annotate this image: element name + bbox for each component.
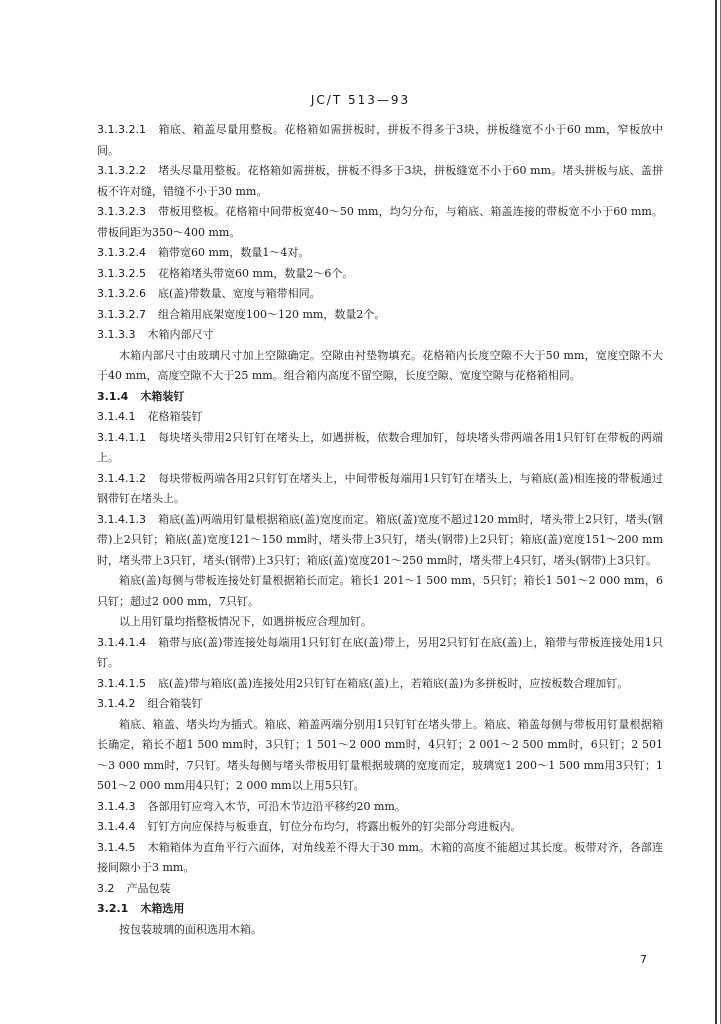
clause-text: 木箱装钉 [140,389,185,403]
clause-number: 3.1.4.4 [97,820,136,833]
clause-text: 木箱内部尺寸 [147,328,214,341]
document-paragraph [97,387,663,408]
clause-text: 组合箱用底架宽度100～120 mm，数量2个。 [157,307,386,321]
clause-number: 3.1.4.1.5 [97,676,146,690]
clause-text: 组合箱装钉 [147,697,203,710]
clause-number: 3.1.3.2.2 [97,164,146,177]
clause-text: 箱底(盖)两端用钉量根据箱底(盖)宽度而定。箱底(盖)宽度不超过120 mm时，堵头带上2只钉，堵头(钢带)上2只钉；箱底(盖)宽度121～150 mm时，堵头带上3只钉，堵头(钢带)上2只钉；箱底(盖)宽度151～200 mm时，堵头带上3只钉，堵头(钢带)上3只钉；箱底(盖)宽度201～250 mm时，堵头带上4只钉，堵头(钢带)上3只钉。 [97,512,663,567]
clause-number: 3.1.4.3 [97,799,136,813]
document-paragraph [97,879,663,900]
clause-text: 每块带板两端各用2只钉钉在堵头上，中间带板每端用1只钉钉在堵头上，与箱底(盖)相连接的带板通过钢带钉在堵头上。 [97,471,663,505]
clause-text: 箱底、箱盖尽量用整板。花格箱如需拼板时，拼板不得多于3块，拼板缝宽不小于60 mm，窄板放中间。 [97,123,663,157]
clause-text: 底(盖)带与箱底(盖)连接处用2只钉钉在箱底(盖)上，若箱底(盖)为多拼板时，应按板数合理加钉。 [157,676,629,690]
clause-number: 3.1.3.2.1 [97,123,146,136]
clause-number: 3.2 [97,881,115,895]
clause-number: 3.1.4.1.1 [97,430,146,444]
standard-code-header: JC/T 513—93 [310,93,411,107]
clause-number: 3.1.3.2.6 [97,287,146,300]
clause-number: 3.1.4.1.2 [97,471,146,485]
clause-text: 箱底、箱盖、堵头均为插式。箱底、箱盖两端分别用1只钉钉在堵头带上。箱底、箱盖每侧与带板用钉量根据箱长确定，箱长不超1 500 mm时，3只钉；1 501～2 000 mm时，4只钉；2 001～2 500 mm时，6只钉；2 501～3 000 mm时，7只钉。堵头每侧与堵头带板用钉量根据玻璃的宽度而定，玻璃宽1 200～1 500 mm用3只钉；1 501～2 000 mm用4只钉；2 000 mm以上用5只钉。 [97,717,663,792]
page-edge-line [715,0,717,1024]
document-paragraph [97,612,663,633]
document-paragraph [97,305,663,326]
clause-number: 3.1.4.5 [97,840,136,854]
document-paragraph [97,469,663,510]
clause-number: 3.1.4.2 [97,697,136,710]
document-paragraph [97,120,663,161]
clause-text: 各部用钉应弯入木节，可沿木节边沿平移约20 mm。 [147,799,406,813]
clause-text: 木箱选用 [140,902,185,915]
document-paragraph [97,428,663,469]
document-paragraph [97,407,663,428]
clause-text: 每块堵头带用2只钉钉在堵头上，如遇拼板，依数合理加钉，每块堵头带两端各用1只钉钉在带板的两端上。 [97,430,663,464]
document-paragraph [97,571,663,612]
clause-text: 花格箱装钉 [147,410,203,423]
clause-number: 3.1.3.2.3 [97,205,146,218]
clause-number: 3.2.1 [97,902,129,915]
document-paragraph [97,715,663,797]
clause-number: 3.1.4.1.4 [97,635,146,649]
page-number: 7 [640,953,647,966]
clause-text: 木箱箱体为直角平行六面体，对角线差不得大于30 mm。木箱的高度不能超过其长度。板带对齐，各部连接间隙小于3 mm。 [97,840,663,874]
clause-number: 3.1.3.2.5 [97,266,146,280]
document-paragraph [97,264,663,285]
clause-number: 3.1.4 [97,389,129,403]
clause-text: 按包装玻璃的面积选用木箱。 [119,922,262,936]
clause-text: 产品包装 [126,881,171,895]
clause-number: 3.1.3.2.7 [97,307,146,321]
clause-text: 箱底(盖)每侧与带板连接处钉量根据箱长而定。箱长1 201～1 500 mm，5只钉；箱长1 501～2 000 mm，6只钉；超过2 000 mm，7只钉。 [97,574,663,608]
document-paragraph [97,284,663,305]
clause-text: 钉钉方向应保持与板垂直，钉位分布均匀，将露出板外的钉尖部分弯进板内。 [147,820,522,833]
clause-text: 底(盖)带数量、宽度与箱带相同。 [157,287,321,300]
document-paragraph [97,346,663,387]
clause-number: 3.1.3.3 [97,328,136,341]
document-paragraph [97,633,663,674]
document-paragraph [97,920,663,941]
document-paragraph [97,797,663,818]
document-paragraph [97,674,663,695]
clause-text: 木箱内部尺寸由玻璃尺寸加上空隙确定。空隙由衬垫物填充。花格箱内长度空隙不大于50 mm，宽度空隙不大于40 mm，高度空隙不大于25 mm。组合箱内高度不留空隙，长度空隙、宽度空隙与花格箱相同。 [97,348,663,382]
clause-text: 花格箱堵头带宽60 mm，数量2～6个。 [157,266,354,280]
clause-text: 以上用钉量均指整板情况下，如遇拼板应合理加钉。 [119,615,372,628]
clause-number: 3.1.4.1 [97,410,136,423]
document-paragraph [97,510,663,572]
document-paragraph [97,838,663,879]
document-paragraph [97,325,663,346]
document-paragraph [97,817,663,838]
clause-text: 堵头尽量用整板。花格箱如需拼板，拼板不得多于3块，拼板缝宽不小于60 mm。堵头拼板与底、盖拼板不许对缝，错缝不小于30 mm。 [97,164,663,198]
clause-text: 箱带与底(盖)带连接处每端用1只钉钉在底(盖)带上，另用2只钉钉在底(盖)上，箱带与带板连接处用1只钉。 [97,635,663,669]
document-paragraph [97,899,663,920]
clause-text: 箱带宽60 mm，数量1～4对。 [157,246,310,259]
document-paragraph [97,243,663,264]
clause-number: 3.1.4.1.3 [97,512,146,526]
document-paragraph [97,694,663,715]
document-paragraph [97,161,663,202]
clause-number: 3.1.3.2.4 [97,246,146,259]
document-body [97,120,663,940]
document-paragraph [97,202,663,243]
clause-text: 带板用整板。花格箱中间带板宽40～50 mm，均匀分布，与箱底、箱盖连接的带板宽不小于60 mm。带板间距为350～400 mm。 [97,205,663,239]
